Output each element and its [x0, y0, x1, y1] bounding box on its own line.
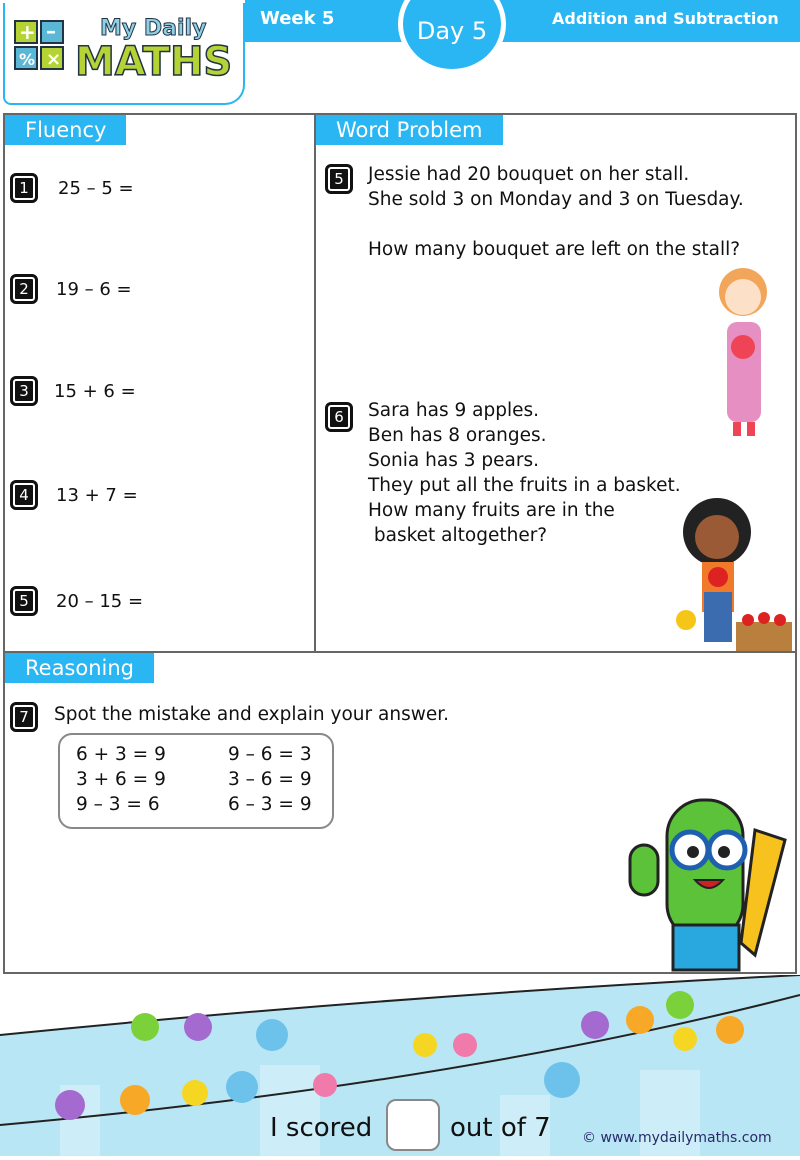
question-number: 5	[10, 586, 38, 616]
svg-text:+: +	[19, 20, 36, 44]
reasoning-title: Reasoning	[5, 653, 154, 683]
word-problem-title: Word Problem	[316, 115, 503, 145]
logo	[3, 3, 245, 105]
question-number: 6	[325, 402, 353, 432]
fluency-panel	[3, 113, 316, 653]
week-label: Week 5	[260, 8, 335, 29]
equation: 9 – 6 = 3	[228, 744, 312, 765]
fluency-question: 15 + 6 =	[54, 381, 136, 402]
svg-text:×: ×	[46, 49, 62, 70]
topic-label: Addition and Subtraction	[552, 9, 779, 28]
fluency-question: 20 – 15 =	[56, 591, 144, 612]
question-number: 4	[10, 480, 38, 510]
cactus-with-pencil-illustration	[625, 790, 795, 975]
girl-with-apples-illustration	[672, 492, 797, 654]
equation: 6 + 3 = 9	[76, 744, 166, 765]
day-label: Day 5	[416, 17, 488, 45]
fluency-title: Fluency	[5, 115, 126, 145]
logo-icon	[5, 3, 245, 93]
score-input-box[interactable]	[386, 1099, 440, 1151]
fluency-question: 19 – 6 =	[56, 279, 132, 300]
day-badge	[398, 0, 506, 74]
svg-text:MATHS: MATHS	[75, 39, 233, 85]
svg-text:My Daily: My Daily	[100, 16, 207, 41]
copyright-link[interactable]: © www.mydailymaths.com	[582, 1130, 772, 1146]
out-of-label: out of 7	[450, 1113, 551, 1143]
girl-with-flowers-illustration	[705, 262, 785, 442]
scored-label: I scored	[270, 1113, 373, 1143]
question-number: 5	[325, 164, 353, 194]
equation: 9 – 3 = 6	[76, 794, 160, 815]
word-problem-text: Sara has 9 apples. Ben has 8 oranges. Sonia has 3 pears. They put all the fruits in a basket. How many fruits are in the basket altogether?	[368, 400, 681, 546]
reasoning-prompt: Spot the mistake and explain your answer.	[54, 704, 450, 725]
question-number: 2	[10, 274, 38, 304]
fluency-question: 13 + 7 =	[56, 485, 138, 506]
question-number: 3	[10, 376, 38, 406]
svg-text:%: %	[19, 50, 36, 69]
equation: 6 – 3 = 9	[228, 794, 312, 815]
question-number: 7	[10, 702, 38, 732]
svg-text:–: –	[46, 19, 56, 43]
equation: 3 + 6 = 9	[76, 769, 166, 790]
question-number: 1	[10, 173, 38, 203]
fluency-question: 25 – 5 =	[58, 178, 134, 199]
word-problem-text: Jessie had 20 bouquet on her stall. She sold 3 on Monday and 3 on Tuesday. How many bouquet are left on the stall?	[368, 164, 744, 260]
equation: 3 – 6 = 9	[228, 769, 312, 790]
